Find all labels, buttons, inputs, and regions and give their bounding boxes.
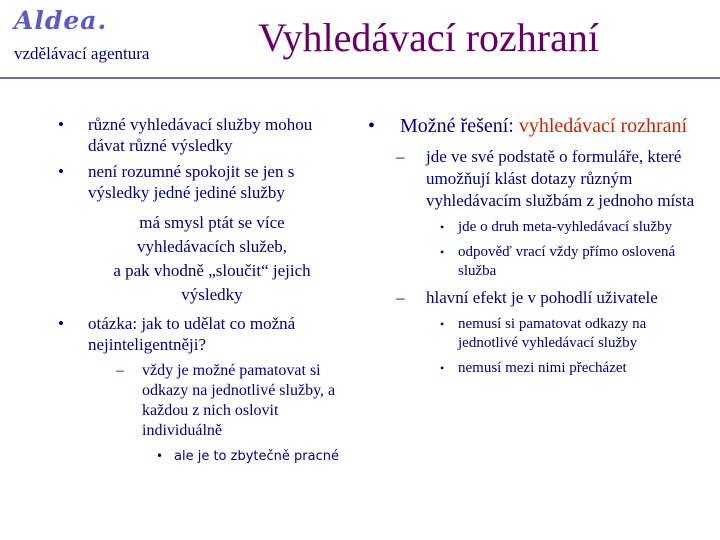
sub-sub-list-item	[440, 315, 708, 353]
dash-icon: –	[396, 147, 405, 166]
sub-sub-list-item	[440, 243, 708, 281]
bullet-icon: •	[440, 220, 445, 234]
sub-sub-item-text: ale je to zbytečně pracné	[174, 449, 339, 464]
sub-list	[116, 361, 348, 466]
list-item	[58, 313, 348, 466]
bullet-icon: •	[440, 317, 445, 331]
bullet-icon: •	[58, 115, 64, 134]
centered-note	[58, 211, 348, 307]
sub-sub-list-item	[440, 218, 708, 237]
sub-sub-list-item	[156, 447, 348, 466]
main-point-highlight: vyhledávací rozhraní	[518, 115, 688, 137]
right-column	[368, 114, 708, 384]
note-line: má smysl ptát se více	[139, 213, 285, 232]
slide-title: Vyhledávací rozhraní	[258, 15, 599, 60]
dash-icon: –	[116, 362, 124, 379]
sub-sub-item-text: odpověď vrací vždy přímo oslovená služba	[458, 244, 676, 279]
sub-list-item	[116, 361, 348, 466]
bullet-icon: •	[156, 449, 164, 463]
sub-list	[396, 146, 708, 378]
sub-sub-list	[156, 447, 348, 466]
title-divider	[0, 77, 720, 79]
sub-item-text: hlavní efekt je v pohodlí uživatele	[426, 288, 658, 307]
left-column	[58, 114, 348, 472]
sub-item-text: vždy je možné pamatovat si odkazy na jednotlivé služby, a každou z nich oslovit individuálně	[142, 362, 336, 439]
aldea-logo: Aldea.	[14, 6, 108, 35]
sub-sub-list	[440, 315, 708, 378]
sub-sub-item-text: jde o druh meta-vyhledávací služby	[458, 219, 673, 235]
bullet-icon: •	[440, 361, 445, 375]
note-line: výsledky	[181, 285, 243, 304]
note-line: a pak vhodně „sloučit“ jejich	[113, 261, 311, 280]
sub-sub-item-text: nemusí mezi nimi přecházet	[458, 360, 627, 376]
sub-sub-list	[440, 218, 708, 281]
list-item	[58, 161, 348, 203]
sub-sub-list-item	[440, 359, 708, 378]
bullet-text: různé vyhledávací služby mohou dávat různé výsledky	[88, 115, 313, 155]
sub-list-item	[396, 146, 708, 281]
sub-sub-item-text: nemusí si pamatovat odkazy na jednotlivé vyhledávací služby	[458, 316, 647, 351]
bullet-text: otázka: jak to udělat co možná nejinteligentněji?	[88, 314, 296, 354]
bullet-icon: •	[368, 115, 376, 137]
agency-tagline: vzdělávací agentura	[14, 44, 150, 63]
dash-icon: –	[396, 288, 405, 307]
bullet-text: není rozumné spokojit se jen s výsledky jedné jediné služby	[88, 162, 295, 202]
note-line: vyhledávacích služeb,	[136, 237, 288, 256]
right-sub-list	[368, 146, 708, 378]
sub-list-item	[396, 287, 708, 378]
bullet-icon: •	[440, 245, 445, 259]
sub-item-text: jde ve své podstatě o formuláře, které umožňují klást dotazy různým vyhledávacím službám z jednoho místa	[426, 147, 695, 210]
list-item	[368, 114, 708, 138]
main-point-prefix: Možné řešení:	[400, 115, 519, 137]
bullet-icon: •	[58, 162, 64, 181]
bullet-icon: •	[58, 314, 64, 333]
list-item	[58, 114, 348, 156]
